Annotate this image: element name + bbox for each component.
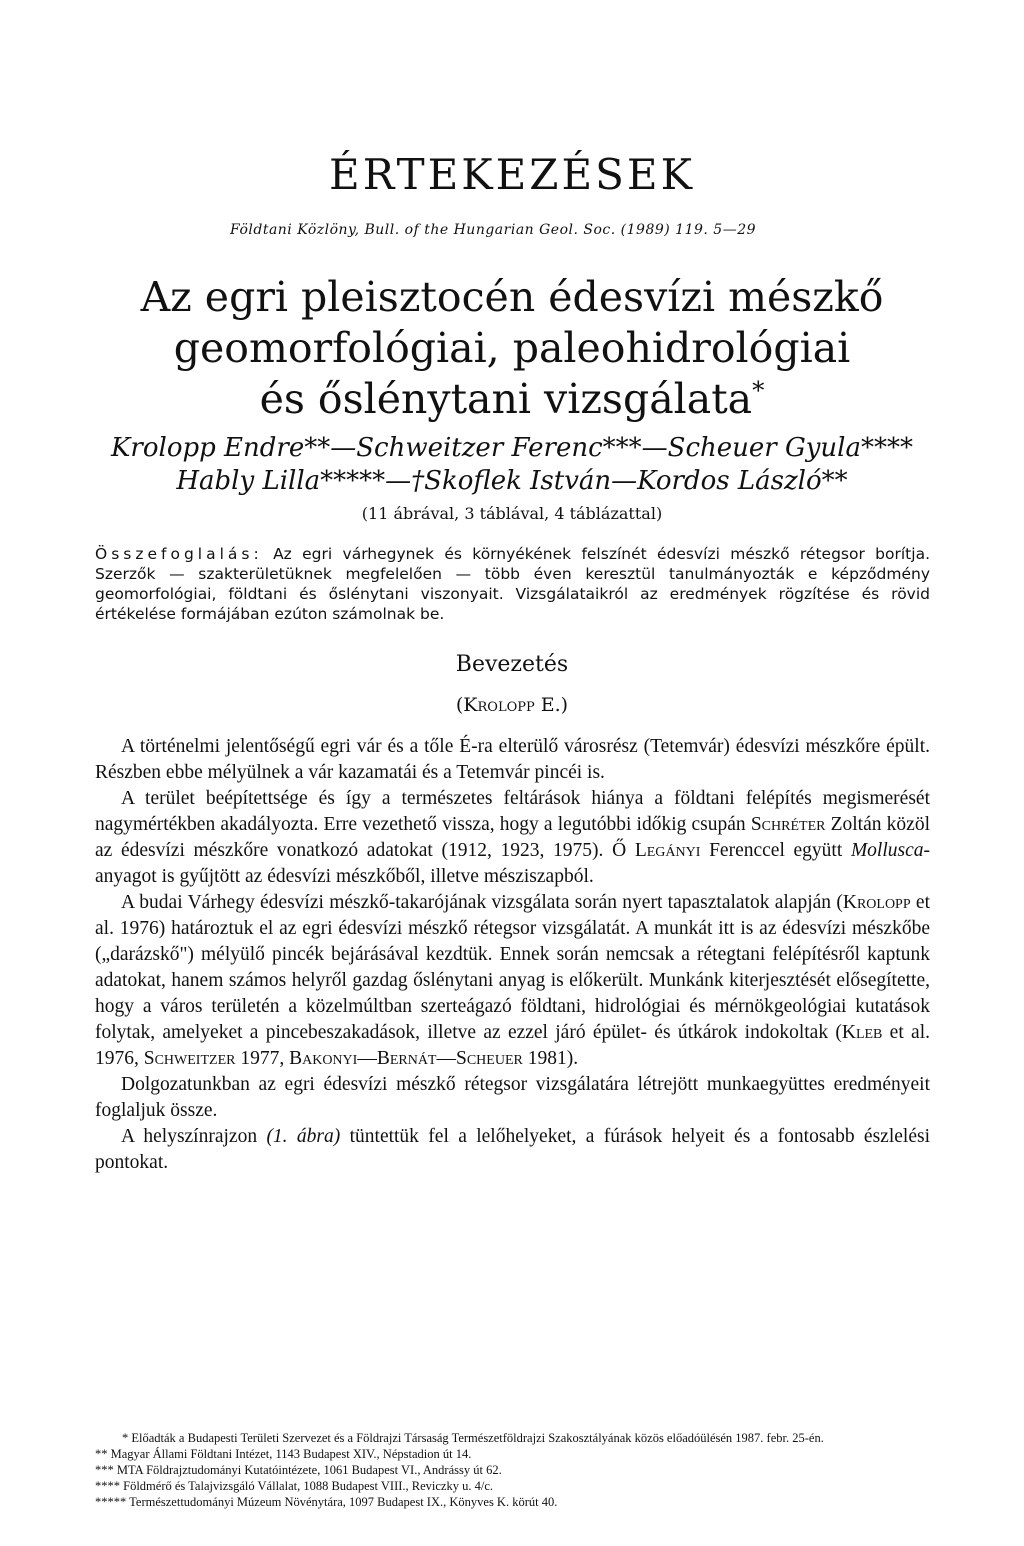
- figures-info: (11 ábrával, 3 táblával, 4 táblázattal): [361, 504, 663, 523]
- abstract-label: Összefoglalás:: [95, 545, 263, 563]
- footnote-2: ** Magyar Állami Földtani Intézet, 1143 Budapest XIV., Népstadion út 14.: [95, 1447, 472, 1461]
- paragraph-2: A terület beépítettsége és így a természetes feltárások hiánya a földtani felépítés megismerését nagymértékben akadályozta. Erre vezethető vissza, hogy a legutóbbi időkig csupán Schréter Zoltán közöl az édesvízi mészkőre vonatkozó adatokat (1912, 1923, 1975). Ő Legányi Ferenccel együtt Mollusca-anyagot is gyűjtött az édesvízi mészkőből, illetve mésziszapból.: [95, 788, 931, 887]
- intro-author: (Krolopp E.): [455, 694, 569, 716]
- paragraph-1: A történelmi jelentőségű egri vár és a tőle É-ra elterülő városrész (Tetemvár) édesvízi mészkőre épült. Részben ebbe mélyülnek a vár kazamatái és a Tetemvár pincéi is.: [95, 736, 930, 783]
- footnotes: [95, 1430, 930, 1510]
- authors-line-1: Krolopp Endre**—Schweitzer Ferenc***—Scheuer Gyula****: [111, 433, 913, 463]
- title-line-3: és őslénytani vizsgálata: [259, 375, 753, 423]
- article-title: [0, 272, 1024, 425]
- paragraph-5: A helyszínrajzon (1. ábra) tüntettük fel a lelőhelyeket, a fúrások helyeit és a fontosabb észlelési pontokat.: [95, 1126, 930, 1173]
- journal-citation: Földtani Közlöny, Bull. of the Hungarian Geol. Soc. (1989) 119. 5—29: [230, 222, 757, 238]
- intro-heading: Bevezetés: [455, 652, 569, 677]
- title-footnote-mark: *: [752, 375, 765, 405]
- abstract-text: Az egri várhegynek és környékének felszínét édesvízi mészkő rétegsor borítja. Szerzők — szakterületüknek megfelelően — több éven keresztül tanulmányozták e képződmény geomorfológiai, földtani és őslénytani viszonyait. Vizsgálataikról az eredmények rögzítése és rövid értékelése formájában ezúton számolnak be.: [95, 545, 930, 623]
- footnote-4: **** Földmérő és Talajvizsgáló Vállalat, 1088 Budapest VIII., Reviczky u. 4/c.: [95, 1479, 494, 1493]
- paragraph-4: Dolgozatunkban az egri édesvízi mészkő rétegsor vizsgálatára létrejött munkaegyüttes eredményeit foglaljuk össze.: [95, 1074, 930, 1121]
- section-heading: ÉRTEKEZÉSEK: [329, 150, 695, 199]
- paragraph-3: A budai Várhegy édesvízi mészkő-takarójának vizsgálata során nyert tapasztalatok alapján (Krolopp et al. 1976) határoztuk el az egri édesvízi mészkő rétegsor vizsgálatát. A munkát itt is az édesvízi mészkőbe („darázskő") mélyülő pincék bejárásával kezdtük. Ennek során nemcsak a rétegtani felépítésről kaptunk adatokat, hanem számos helyről gazdag őslénytani anyag is előkerült. Munkánk kiterjesztését elősegítette, hogy a város területén a közelmúltban szerteágazó földtani, hidrológiai és mérnökgeológiai kutatások folytak, amelyeket a pincebeszakadások, illetve az ezzel járó épület- és útkárok indokoltak (Kleb et al. 1976, Schweitzer 1977, Bakonyi—Bernát—Scheuer 1981).: [95, 892, 930, 1069]
- authors-line-2: Hably Lilla*****—†Skoflek István—Kordos László**: [176, 466, 848, 496]
- abstract: [95, 544, 930, 624]
- body-text: [95, 734, 930, 1176]
- footnote-3: *** MTA Földrajztudományi Kutatóintézete, 1061 Budapest VI., Andrássy út 62.: [95, 1463, 502, 1477]
- title-line-1: Az egri pleisztocén édesvízi mészkő: [140, 273, 884, 321]
- title-line-3-wrap: [0, 374, 1024, 425]
- author-list: [0, 432, 1024, 498]
- title-line-2: geomorfológiai, paleohidrológiai: [173, 324, 851, 372]
- footnote-1: * Előadták a Budapesti Területi Szervezet és a Földrajzi Társaság Természetföldrajzi Szakosztályának közös előadóülésén 1987. febr. 25-én.: [122, 1431, 824, 1445]
- footnote-5: ***** Természettudományi Múzeum Növénytára, 1097 Budapest IX., Könyves K. körút 40.: [95, 1495, 558, 1509]
